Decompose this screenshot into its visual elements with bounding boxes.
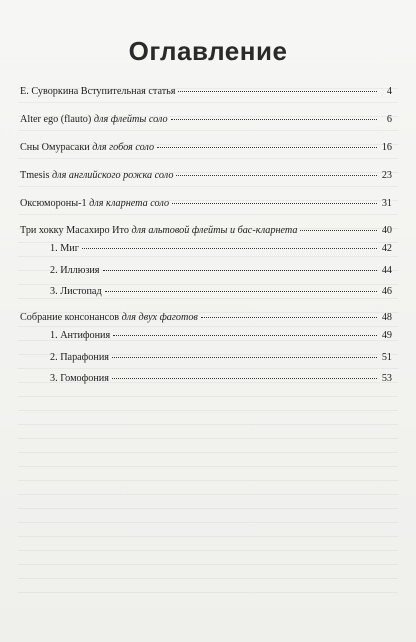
toc-entry-label: Три хокку Масахиро Ито для альтовой флейты и бас-кларнета [20,225,298,236]
dot-leader [103,270,378,271]
toc-entry [20,114,392,126]
toc-entry [20,170,392,182]
toc-entry-label: Оксюмороны-1 для кларнета соло [20,198,170,209]
toc-entry [20,225,392,237]
dot-leader [113,335,377,336]
toc-subentry [50,330,392,342]
toc-entry-label: Сны Омурасаки для гобоя соло [20,142,155,153]
dot-leader [112,357,377,358]
toc-entry-label: 2. Парафония [50,352,109,363]
toc-page-number: 31 [381,198,392,209]
dot-leader [176,175,377,176]
toc-entry [20,142,392,154]
toc-entry-label: 3. Гомофония [50,373,109,384]
toc-subentry [50,265,392,277]
toc-page-number: 48 [381,312,392,323]
page-title: Оглавление [128,36,288,66]
toc-page-number: 6 [386,114,392,125]
toc-entry-label: Tmesis для английского рожка соло [20,170,174,181]
toc-entry-label: Е. Суворкина Вступительная статья [20,86,176,97]
toc-page-number: 16 [381,142,392,153]
toc-page-number: 4 [386,86,392,97]
dot-leader [112,378,377,379]
toc-entry-label: 1. Антифония [50,330,111,341]
dot-leader [300,230,377,231]
toc-entry-label: 2. Иллюзия [50,265,100,276]
dot-leader [171,119,377,120]
toc-subentry [50,243,392,255]
toc-entry [20,86,392,98]
dot-leader [172,203,377,204]
toc-subentry [50,286,392,298]
toc-entry [20,312,392,324]
toc-subentry [50,352,392,364]
toc-page-number: 51 [381,352,392,363]
toc-page-number: 23 [381,170,392,181]
toc-page-number: 44 [381,265,392,276]
toc-entry-label: Alter ego (flauto) для флейты соло [20,114,168,125]
toc-page-number: 46 [381,286,392,297]
dot-leader [157,147,377,148]
toc-entry [20,198,392,210]
dot-leader [178,91,377,92]
dot-leader [82,248,377,249]
toc-page-number: 40 [381,225,392,236]
toc-entry-label: Собрание консонансов для двух фаготов [20,312,198,323]
toc-entry-label: 1. Миг [50,243,79,254]
toc-entry-label: 3. Листопад [50,286,102,297]
toc-page-number: 53 [381,373,392,384]
toc-subentry [50,373,392,385]
dot-leader [201,317,377,318]
toc-page-number: 49 [381,330,392,341]
toc-page-number: 42 [381,243,392,254]
dot-leader [105,291,377,292]
